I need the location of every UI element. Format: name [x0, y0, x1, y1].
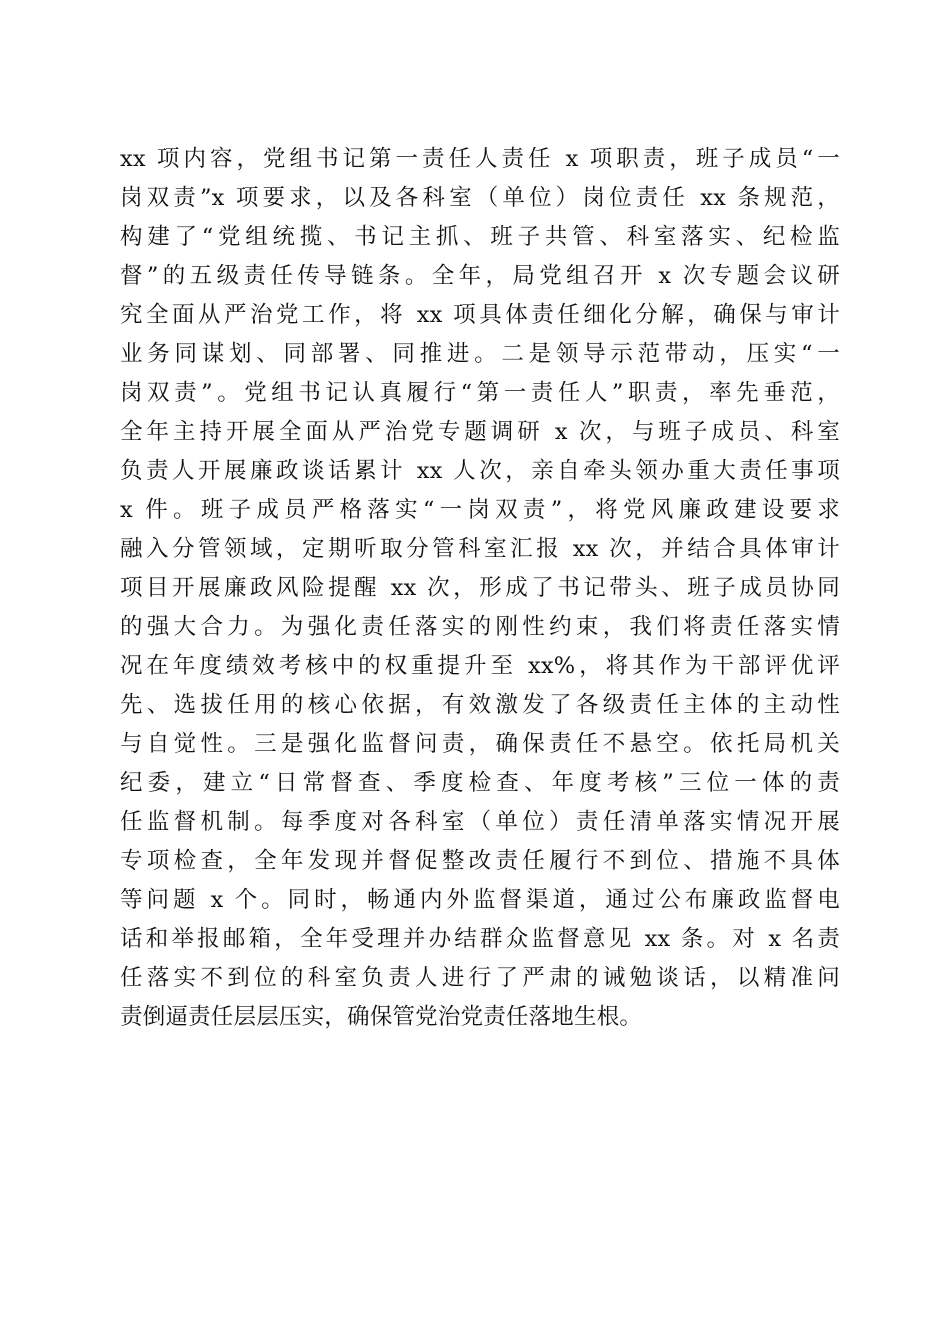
text-line-6: 业务同谋划、同部署、同推进。二是领导示范带动，压实“一 [120, 341, 840, 367]
text-line-22: 任落实不到位的科室负责人进行了严肃的诫勉谈话，以精准问 [120, 965, 840, 991]
text-line-21: 话和举报邮箱，全年受理并办结群众监督意见 xx 条。对 x 名责 [120, 926, 840, 952]
text-line-16: 与自觉性。三是强化监督问责，确保责任不悬空。依托局机关 [120, 731, 840, 757]
text-line-8: 全年主持开展全面从严治党专题调研 x 次，与班子成员、科室 [120, 419, 840, 445]
text-line-4: 督”的五级责任传导链条。全年，局党组召开 x 次专题会议研 [120, 263, 840, 289]
text-line-7: 岗双责”。党组书记认真履行“第一责任人”职责，率先垂范， [120, 380, 840, 406]
text-line-5: 究全面从严治党工作，将 xx 项具体责任细化分解，确保与审计 [120, 302, 840, 328]
text-line-15: 先、选拔任用的核心依据，有效激发了各级责任主体的主动性 [120, 692, 840, 718]
text-line-3: 构建了“党组统揽、书记主抓、班子共管、科室落实、纪检监 [120, 224, 840, 250]
body-paragraph [120, 140, 840, 1037]
text-line-18: 任监督机制。每季度对各科室（单位）责任清单落实情况开展 [120, 809, 840, 835]
text-line-23: 责倒逼责任层层压实，确保管党治党责任落地生根。 [120, 1004, 643, 1030]
text-line-14: 况在年度绩效考核中的权重提升至 xx%，将其作为干部评优评 [120, 653, 840, 679]
text-line-1: xx 项内容，党组书记第一责任人责任 x 项职责，班子成员“一 [120, 146, 840, 172]
text-line-9: 负责人开展廉政谈话累计 xx 人次，亲自牵头领办重大责任事项 [120, 458, 840, 484]
text-line-10: x 件。班子成员严格落实“一岗双责”，将党风廉政建设要求 [120, 497, 840, 523]
text-line-2: 岗双责”x 项要求，以及各科室（单位）岗位责任 xx 条规范， [120, 185, 840, 211]
text-line-13: 的强大合力。为强化责任落实的刚性约束，我们将责任落实情 [120, 614, 840, 640]
text-line-17: 纪委，建立“日常督查、季度检查、年度考核”三位一体的责 [120, 770, 840, 796]
text-line-12: 项目开展廉政风险提醒 xx 次，形成了书记带头、班子成员协同 [120, 575, 840, 601]
text-line-11: 融入分管领域，定期听取分管科室汇报 xx 次，并结合具体审计 [120, 536, 840, 562]
text-line-19: 专项检查，全年发现并督促整改责任履行不到位、措施不具体 [120, 848, 840, 874]
text-line-20: 等问题 x 个。同时，畅通内外监督渠道，通过公布廉政监督电 [120, 887, 840, 913]
